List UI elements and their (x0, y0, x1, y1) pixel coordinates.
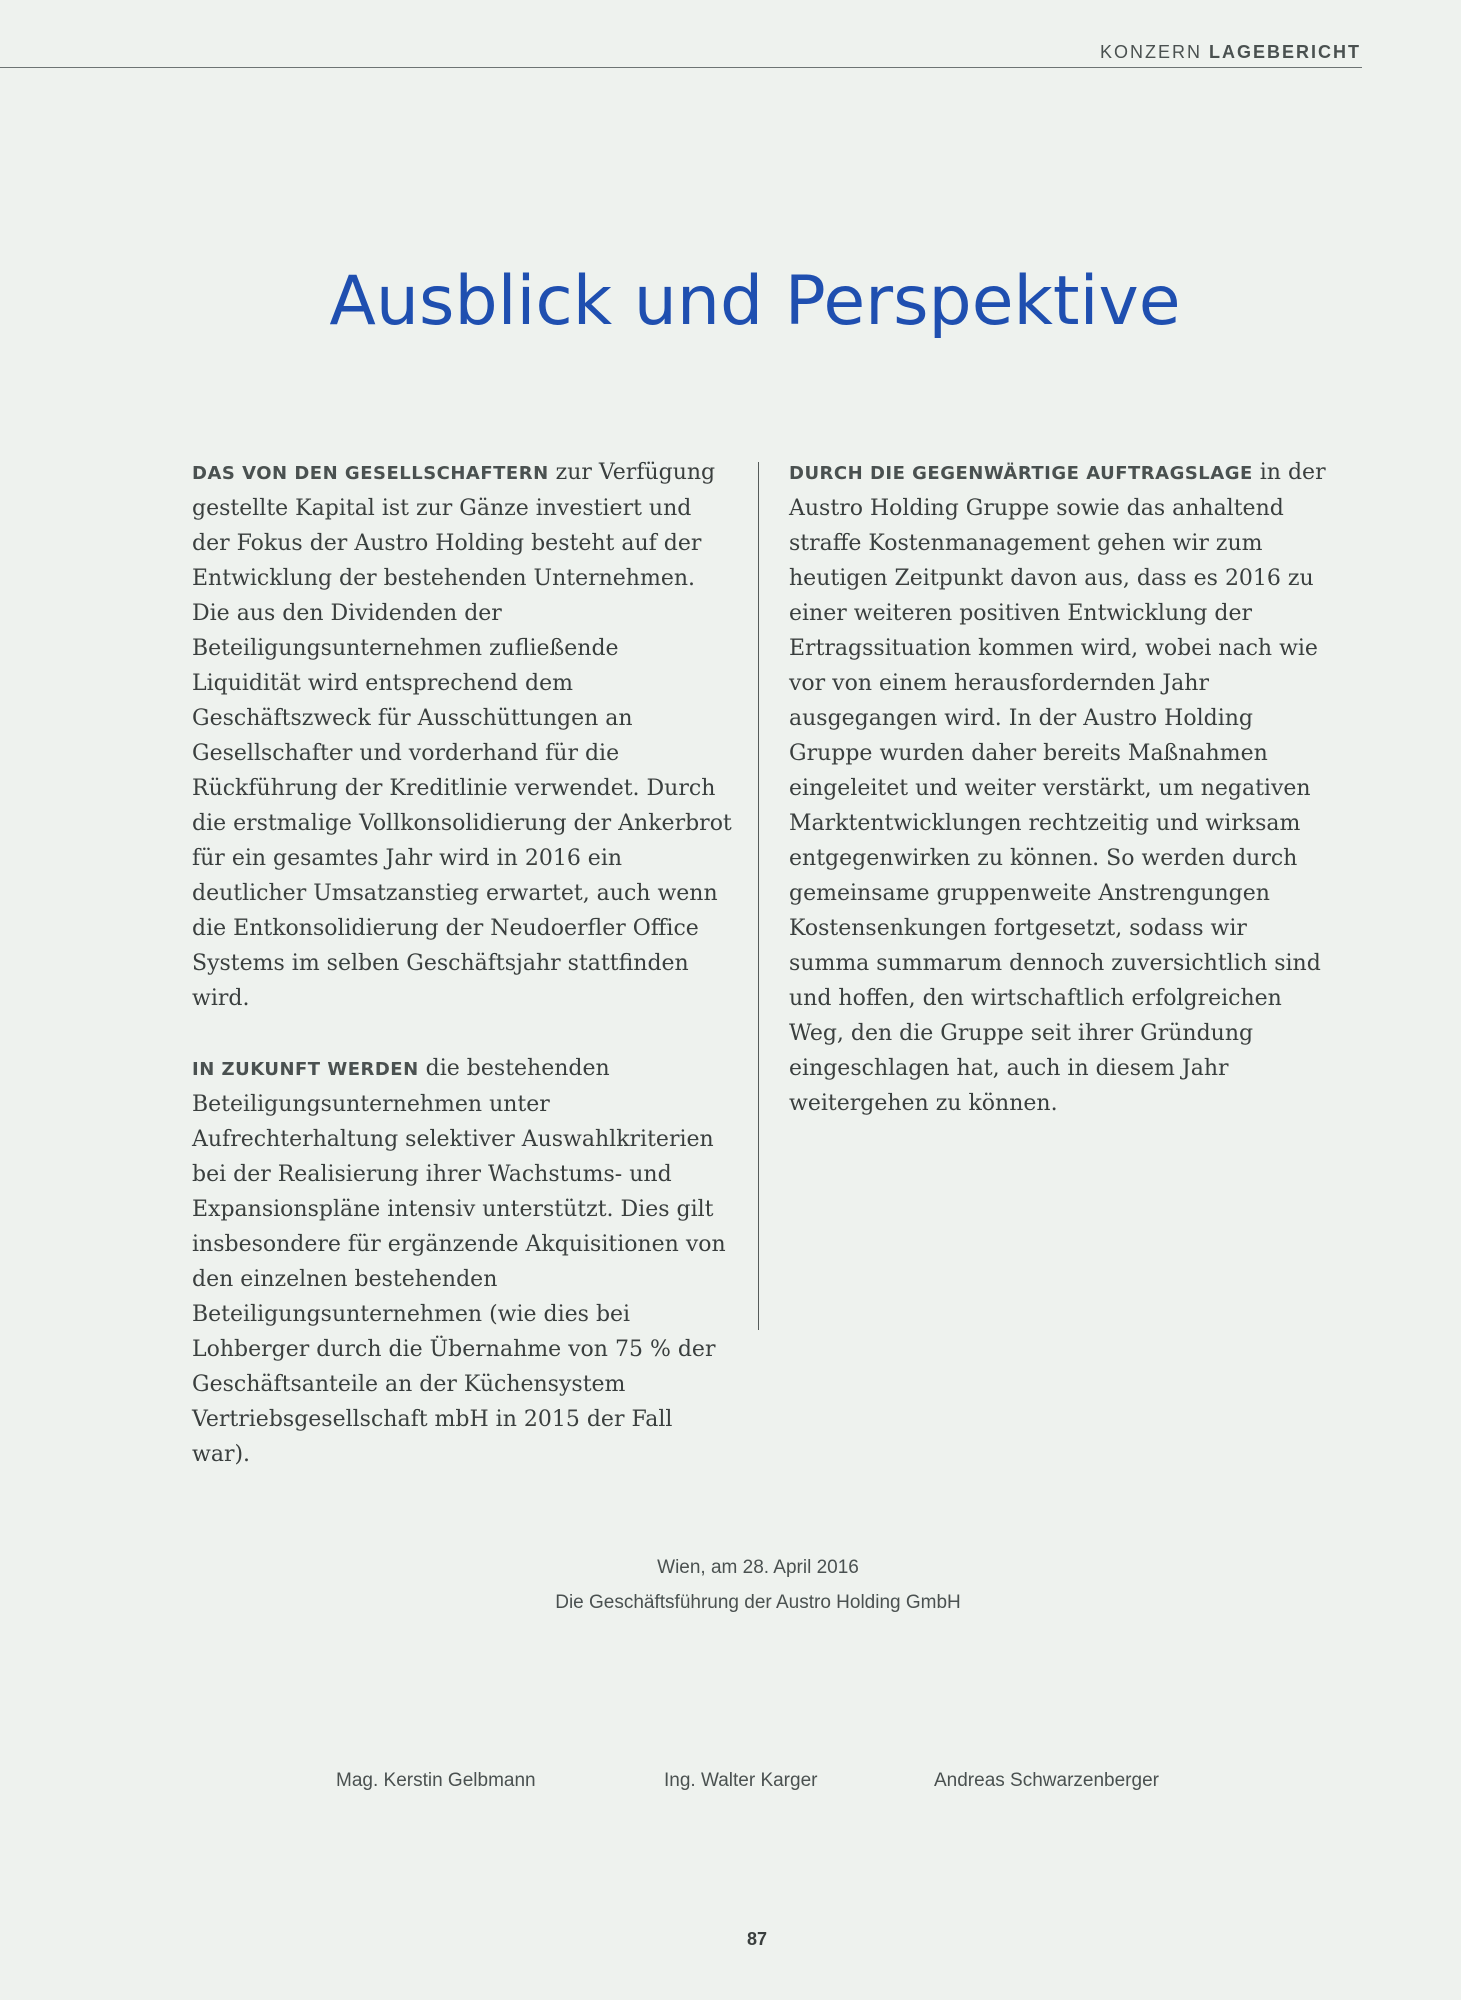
page-title: Ausblick und Perspektive (329, 262, 1181, 341)
right-column (789, 455, 1329, 1121)
left-column (192, 455, 732, 1472)
header-subsection: LAGEBERICHT (1209, 42, 1361, 62)
header-section: KONZERN (1099, 42, 1202, 62)
paragraph-lead: DURCH DIE GEGENWÄRTIGE AUFTRAGSLAGE (789, 463, 1253, 484)
signatory-name: Mag. Kerstin Gelbmann (336, 1770, 536, 1791)
signoff-board: Die Geschäftsführung der Austro Holding GmbH (555, 1592, 961, 1613)
paragraph-capital (192, 455, 732, 1016)
signatory-name: Andreas Schwarzenberger (934, 1770, 1159, 1791)
paragraph-lead: DAS VON DEN GESELLSCHAFTERN (192, 463, 549, 484)
paragraph-lead: IN ZUKUNFT WERDEN (192, 1059, 419, 1080)
paragraph-body: die bestehenden Beteiligungsunternehmen unter Aufrechterhaltung selektiver Auswahlkriterien bei der Realisierung ihrer Wachstums- und Expansionspläne intensiv unterstützt. Dies gilt insbesondere für ergänzende Akquisitionen von den einzelnen bestehenden Beteiligungsunternehmen (wie dies bei Lohberger durch die Übernahme von 75 % der Geschäftsanteile an der Küchensystem Vertriebsgesellschaft mbH in 2015 der Fall war). (192, 1056, 726, 1467)
paragraph-future (192, 1051, 732, 1472)
signoff-place-date: Wien, am 28. April 2016 (657, 1557, 859, 1578)
paragraph-body: in der Austro Holding Gruppe sowie das anhaltend straffe Kostenmanagement gehen wir zum heutigen Zeitpunkt davon aus, dass es 2016 zu einer weiteren positiven Entwicklung der Ertragssituation kommen wird, wobei nach wie vor von einem herausfordernden Jahr ausgegangen wird. In der Austro Holding Gruppe wurden daher bereits Maßnahmen eingeleitet und weiter verstärkt, um negativen Marktentwicklungen rechtzeitig und wirksam entgegenwirken zu können. So werden durch gemeinsame gruppenweite Anstrengungen Kostensenkungen fortgesetzt, sodass wir summa summarum dennoch zuversichtlich sind und hoffen, den wirtschaftlich erfolgreichen Weg, den die Gruppe seit ihrer Gründung eingeschlagen hat, auch in diesem Jahr weitergehen zu können. (789, 460, 1326, 1116)
signatory-name: Ing. Walter Karger (664, 1770, 818, 1791)
header-divider (0, 67, 1362, 68)
paragraph-orders (789, 455, 1329, 1121)
running-header (1100, 42, 1361, 63)
paragraph-body: zur Verfügung gestellte Kapital ist zur Gänze investiert und der Fokus der Austro Holding besteht auf der Entwicklung der bestehenden Unternehmen. Die aus den Dividenden der Beteiligungsunternehmen zufließende Liquidität wird entsprechend dem Geschäftszweck für Ausschüttungen an Gesellschafter und vorderhand für die Rückführung der Kreditlinie verwendet. Durch die erstmalige Vollkonsolidierung der Ankerbrot für ein gesamtes Jahr wird in 2016 ein deutlicher Umsatzanstieg erwartet, auch wenn die Entkonsolidierung der Neudoerfler Office Systems im selben Geschäftsjahr stattfinden wird. (192, 460, 732, 1011)
column-divider (758, 462, 759, 1330)
page-number: 87 (746, 1929, 768, 1949)
